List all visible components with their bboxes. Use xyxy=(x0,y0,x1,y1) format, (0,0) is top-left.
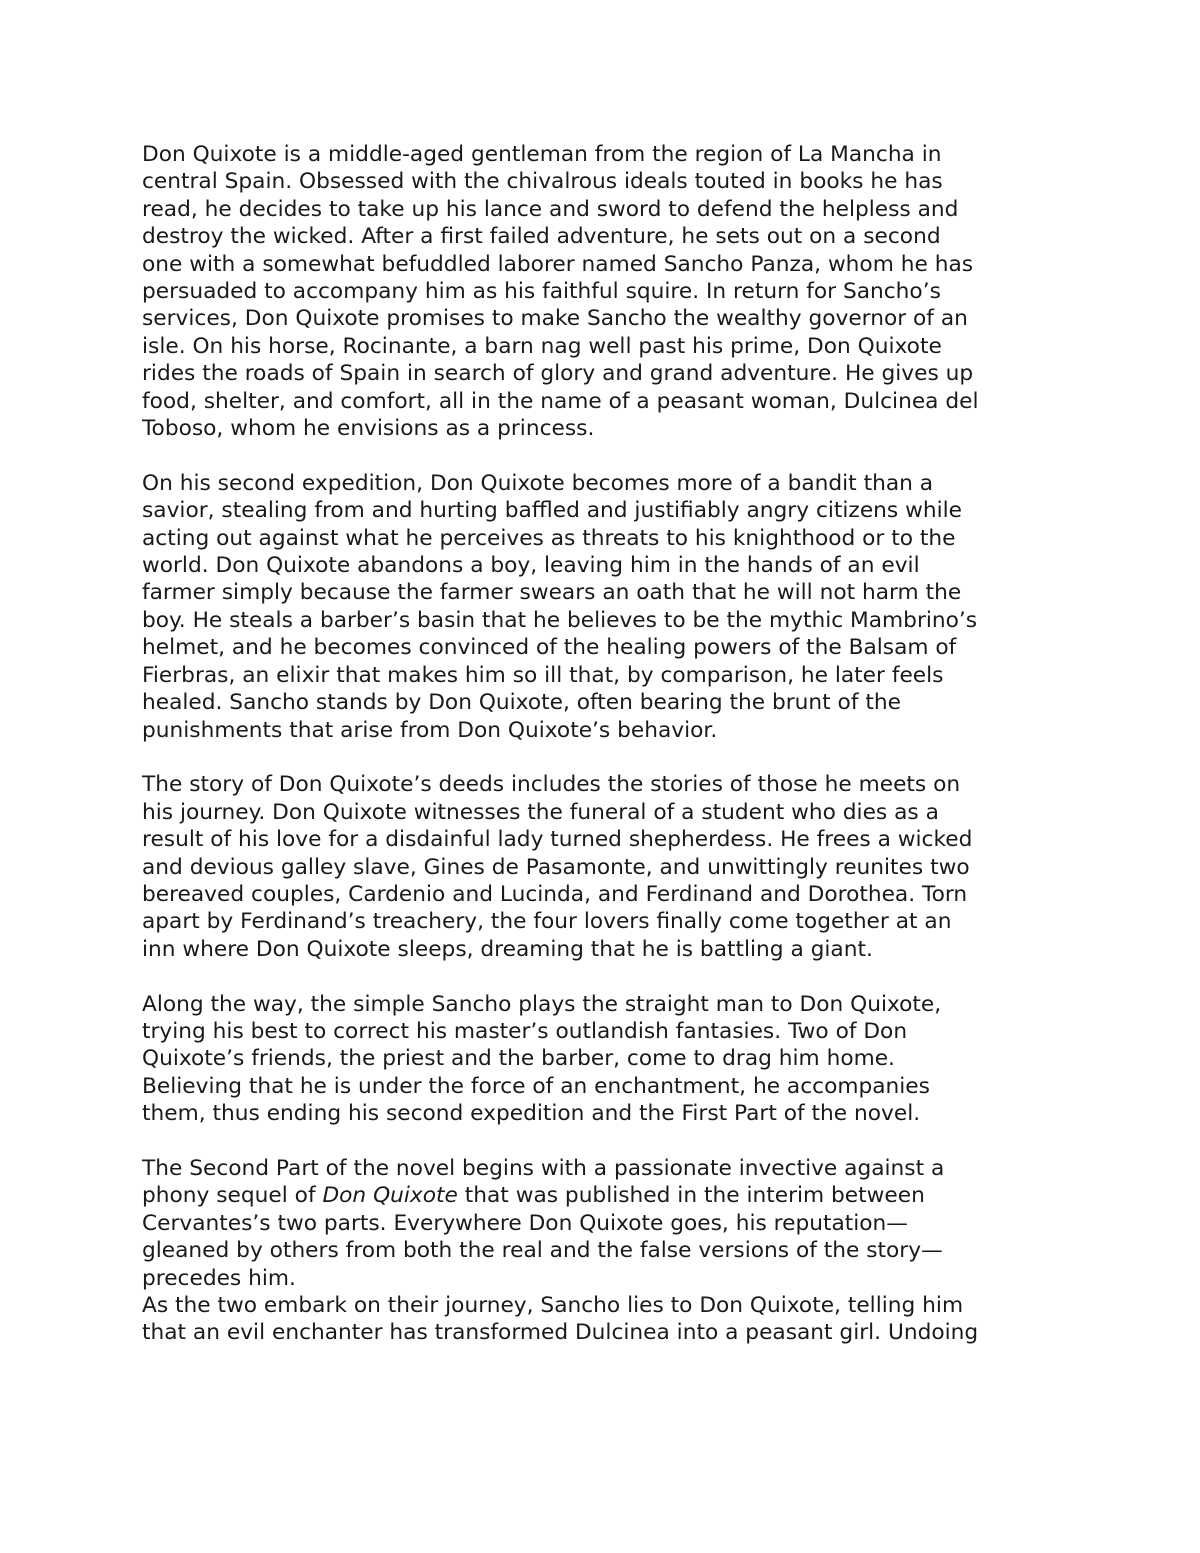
text-line-with-title xyxy=(142,1182,1062,1209)
text-line: Cervantes’s two parts. Everywhere Don Quixote goes, his reputation— xyxy=(142,1210,908,1236)
text-segment: phony sequel of xyxy=(142,1183,323,1209)
text-line: food, shelter, and comfort, all in the name of a peasant woman, Dulcinea del xyxy=(142,388,979,414)
text-line: isle. On his horse, Rocinante, a barn nag well past his prime, Don Quixote xyxy=(142,333,942,359)
text-line: persuaded to accompany him as his faithful squire. In return for Sancho’s xyxy=(142,279,941,305)
text-line: his journey. Don Quixote witnesses the funeral of a student who dies as a xyxy=(142,799,939,825)
text-line: boy. He steals a barber’s basin that he believes to be the mythic Mambrino’s xyxy=(142,607,978,633)
text-line: Toboso, whom he envisions as a princess. xyxy=(142,416,595,442)
text-line: trying his best to correct his master’s outlandish fantasies. Two of Don xyxy=(142,1018,908,1044)
text-line: that an evil enchanter has transformed Dulcinea into a peasant girl. Undoing xyxy=(142,1320,979,1346)
text-segment: that was published in the interim between xyxy=(457,1183,925,1209)
text-line: gleaned by others from both the real and the false versions of the story— xyxy=(142,1238,943,1264)
paragraph-4 xyxy=(142,991,1062,1128)
paragraph-5 xyxy=(142,1155,1062,1292)
text-line: The story of Don Quixote’s deeds includes the stories of those he meets on xyxy=(142,772,961,798)
text-line: healed. Sancho stands by Don Quixote, often bearing the brunt of the xyxy=(142,690,901,716)
paragraph-3 xyxy=(142,771,1062,963)
text-line: inn where Don Quixote sleeps, dreaming that he is battling a giant. xyxy=(142,936,873,962)
text-line: Don Quixote is a middle-aged gentleman from the region of La Mancha in xyxy=(142,142,942,167)
text-line: Along the way, the simple Sancho plays the straight man to Don Quixote, xyxy=(142,991,942,1017)
text-line: The Second Part of the novel begins with a passionate invective against a xyxy=(142,1155,945,1181)
text-line: helmet, and he becomes convinced of the healing powers of the Balsam of xyxy=(142,635,957,661)
text-line: precedes him. xyxy=(142,1265,296,1291)
book-title: Don Quixote xyxy=(322,1183,458,1209)
text-line: and devious galley slave, Gines de Pasamonte, and unwittingly reunites two xyxy=(142,854,970,880)
document-body xyxy=(142,141,1062,1347)
text-line: destroy the wicked. After a first failed adventure, he sets out on a second xyxy=(142,224,941,250)
paragraph-1 xyxy=(142,141,1062,442)
text-line: On his second expedition, Don Quixote becomes more of a bandit than a xyxy=(142,470,934,496)
text-line: bereaved couples, Cardenio and Lucinda, and Ferdinand and Dorothea. Torn xyxy=(142,881,968,907)
text-line: farmer simply because the farmer swears an oath that he will not harm the xyxy=(142,580,962,606)
text-line: Quixote’s friends, the priest and the barber, come to drag him home. xyxy=(142,1046,895,1072)
text-line: one with a somewhat befuddled laborer named Sancho Panza, whom he has xyxy=(142,251,974,277)
text-line: world. Don Quixote abandons a boy, leaving him in the hands of an evil xyxy=(142,553,920,579)
paragraph-6 xyxy=(142,1292,1062,1347)
text-line: services, Don Quixote promises to make Sancho the wealthy governor of an xyxy=(142,306,968,332)
text-line: acting out against what he perceives as threats to his knighthood or to the xyxy=(142,525,956,551)
text-line: read, he decides to take up his lance and sword to defend the helpless and xyxy=(142,196,959,222)
text-line: As the two embark on their journey, Sancho lies to Don Quixote, telling him xyxy=(142,1293,964,1318)
text-line: Believing that he is under the force of an enchantment, he accompanies xyxy=(142,1073,930,1099)
text-line: rides the roads of Spain in search of glory and grand adventure. He gives up xyxy=(142,361,974,387)
text-line: punishments that arise from Don Quixote’s behavior. xyxy=(142,717,718,743)
text-line: Fierbras, an elixir that makes him so ill that, by comparison, he later feels xyxy=(142,662,944,688)
text-line: savior, stealing from and hurting baffled and justifiably angry citizens while xyxy=(142,498,962,524)
text-line: result of his love for a disdainful lady turned shepherdess. He frees a wicked xyxy=(142,827,973,853)
text-line: them, thus ending his second expedition and the First Part of the novel. xyxy=(142,1101,921,1127)
text-line: apart by Ferdinand’s treachery, the four lovers finally come together at an xyxy=(142,909,952,935)
text-line: central Spain. Obsessed with the chivalrous ideals touted in books he has xyxy=(142,169,943,195)
paragraph-2 xyxy=(142,470,1062,744)
